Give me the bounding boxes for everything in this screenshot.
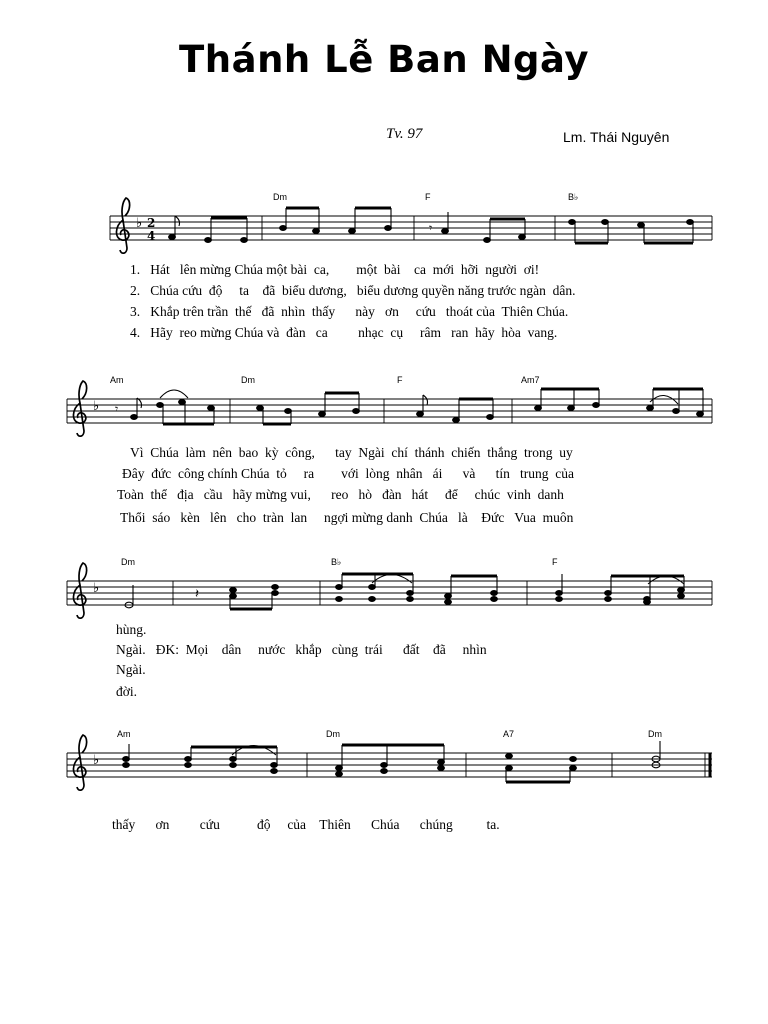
time-signature-bottom: 4	[147, 229, 156, 243]
chord-symbol: B♭	[568, 192, 579, 202]
chord-symbol: Dm	[648, 729, 662, 739]
verse-1-lyrics: Vì Chúa làm nên bao kỳ công, tay Ngài chí thánh chiến thắng trong uy	[130, 445, 573, 460]
verse-1-lyrics: 1. Hát lên mừng Chúa một bài ca, một bài ca mới hỡi người ơi!	[130, 262, 540, 277]
treble-clef-icon	[73, 381, 86, 436]
verse-3-lyrics: Toàn thể địa cầu hãy mừng vui, reo hò đàn hát để chúc vinh danh	[117, 487, 564, 502]
staff-system-3	[67, 557, 712, 618]
treble-clef-icon	[116, 198, 129, 253]
song-title: Thánh Lễ Ban Ngày	[179, 38, 589, 81]
verse-1-lyrics: hùng.	[116, 622, 147, 637]
chord-symbol: Am	[110, 375, 124, 385]
verse-2-lyrics: Đây đức công chính Chúa tỏ ra với lòng nhân ái và tín trung của	[122, 466, 574, 481]
staff-system-4	[67, 729, 712, 790]
flat-sign-icon: ♭	[93, 399, 100, 414]
verse-2-lyrics: 2. Chúa cứu độ ta đã biểu dương, biểu dương quyền năng trước ngàn dân.	[130, 283, 576, 298]
staff-system-1	[110, 192, 712, 253]
psalm-reference: Tv. 97	[386, 126, 423, 142]
treble-clef-icon	[73, 563, 86, 618]
chord-symbol: Dm	[121, 557, 135, 567]
chord-symbol: Dm	[273, 192, 287, 202]
chord-symbol: F	[425, 192, 431, 202]
eighth-rest-icon: 𝄾	[429, 221, 433, 235]
eighth-rest-icon: 𝄾	[115, 402, 119, 416]
flat-sign-icon: ♭	[136, 216, 143, 231]
chord-symbol: A7	[503, 729, 515, 739]
verse-3-lyrics: 3. Khắp trên trần thế đã nhìn thấy này ơn cứu thoát của Thiên Chúa.	[130, 304, 569, 319]
refrain-end-lyrics: thấy ơn cứu độ của Thiên Chúa chúng ta.	[112, 817, 500, 832]
flat-sign-icon: ♭	[93, 753, 100, 768]
verse-4-lyrics: 4. Hãy reo mừng Chúa và đàn ca nhạc cụ râm ran hãy hòa vang.	[130, 325, 558, 340]
flat-sign-icon: ♭	[93, 581, 100, 596]
chord-symbol: Am7	[521, 375, 540, 385]
refrain-start-lyrics: Ngài. ĐK: Mọi dân nước khắp cùng trái đất đã nhìn	[116, 642, 487, 657]
verse-3-lyrics: Ngài.	[116, 662, 146, 677]
chord-symbol: Am	[117, 729, 131, 739]
chord-symbol: B♭	[331, 557, 342, 567]
chord-symbol: F	[397, 375, 403, 385]
chord-symbol: F	[552, 557, 558, 567]
verse-4-lyrics: đời.	[116, 684, 138, 699]
time-signature-top: 2	[147, 216, 156, 230]
verse-4-lyrics: Thổi sáo kèn lên cho tràn lan ngợi mừng danh Chúa là Đức Vua muôn	[120, 510, 574, 525]
chord-symbol: Dm	[241, 375, 255, 385]
composer-name: Lm. Thái Nguyên	[563, 129, 670, 145]
staff-system-2	[67, 375, 712, 436]
chord-symbol: Dm	[326, 729, 340, 739]
treble-clef-icon	[73, 735, 86, 790]
quarter-rest-icon: 𝄽	[195, 587, 199, 602]
